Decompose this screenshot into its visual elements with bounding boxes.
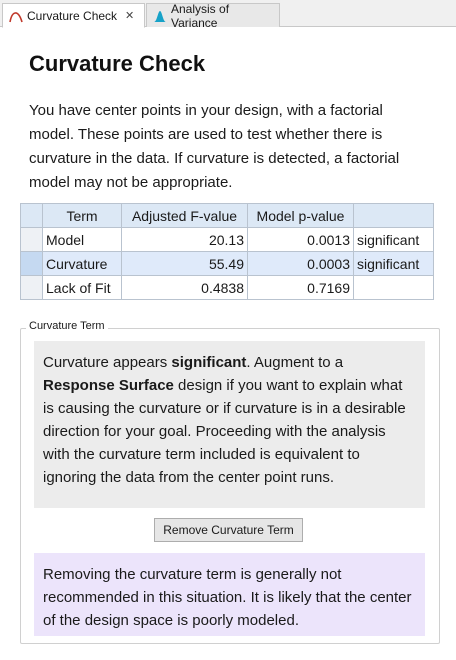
- row-header[interactable]: [21, 252, 43, 276]
- table-header-row: [21, 204, 434, 228]
- row-header[interactable]: [21, 276, 43, 300]
- note-text: . Augment to a: [246, 354, 344, 371]
- significance-cell: [354, 276, 434, 300]
- tab-label: Curvature Check: [27, 8, 118, 23]
- column-header-term: Term: [43, 204, 122, 228]
- p-value-cell: 0.0013: [248, 228, 354, 252]
- f-value-cell: 0.4838: [122, 276, 248, 300]
- note-emphasis: significant: [171, 354, 247, 371]
- p-value-cell: 0.7169: [248, 276, 354, 300]
- row-header[interactable]: [21, 228, 43, 252]
- table-row[interactable]: [21, 276, 434, 300]
- column-header-f-value: Adjusted F-value: [122, 204, 248, 228]
- page-title: Curvature Check: [29, 51, 206, 76]
- curvature-table: [20, 203, 434, 300]
- f-value-cell: 55.49: [122, 252, 248, 276]
- note-emphasis: Response Surface: [43, 377, 174, 394]
- term-cell: Curvature: [43, 252, 122, 276]
- tab-strip: [0, 0, 456, 30]
- curve-icon: [9, 9, 23, 23]
- p-value-cell: 0.0003: [248, 252, 354, 276]
- note-text: Curvature appears: [43, 354, 172, 371]
- term-cell: Lack of Fit: [43, 276, 122, 300]
- remove-curvature-term-button[interactable]: Remove Curvature Term: [154, 518, 303, 542]
- significance-cell: significant: [354, 228, 434, 252]
- term-cell: Model: [43, 228, 122, 252]
- group-label: Curvature Term: [26, 320, 108, 332]
- significance-cell: significant: [354, 252, 434, 276]
- tab-analysis-of-variance[interactable]: [146, 1, 280, 30]
- tab-label: Analysis of Variance: [171, 1, 230, 30]
- row-header-corner: [21, 204, 43, 228]
- curvature-note: [34, 341, 425, 508]
- table-row[interactable]: [21, 228, 434, 252]
- column-header-flag: [354, 204, 434, 228]
- bell-curve-icon: [153, 9, 167, 23]
- note-text: design if you want to explain what is causing the curvature or if curvature is in a desirable direction for your goal. Proceeding with the analysis with the curvature term included is equivalent to ignoring the data from the center point runs.: [43, 377, 406, 486]
- close-icon[interactable]: ✕: [125, 10, 135, 22]
- table-row-selected[interactable]: [21, 252, 434, 276]
- column-header-p-value: Model p-value: [248, 204, 354, 228]
- intro-text: You have center points in your design, with a factorial model. These points are used to test whether there is curvature in the data. If curvature is detected, a factorial model may not be appropriate.: [29, 102, 400, 191]
- tab-curvature-check[interactable]: [2, 3, 145, 28]
- f-value-cell: 20.13: [122, 228, 248, 252]
- warning-message: Removing the curvature term is generally not recommended in this situation. It is likely that the center of the design space is poorly modeled.: [34, 553, 425, 636]
